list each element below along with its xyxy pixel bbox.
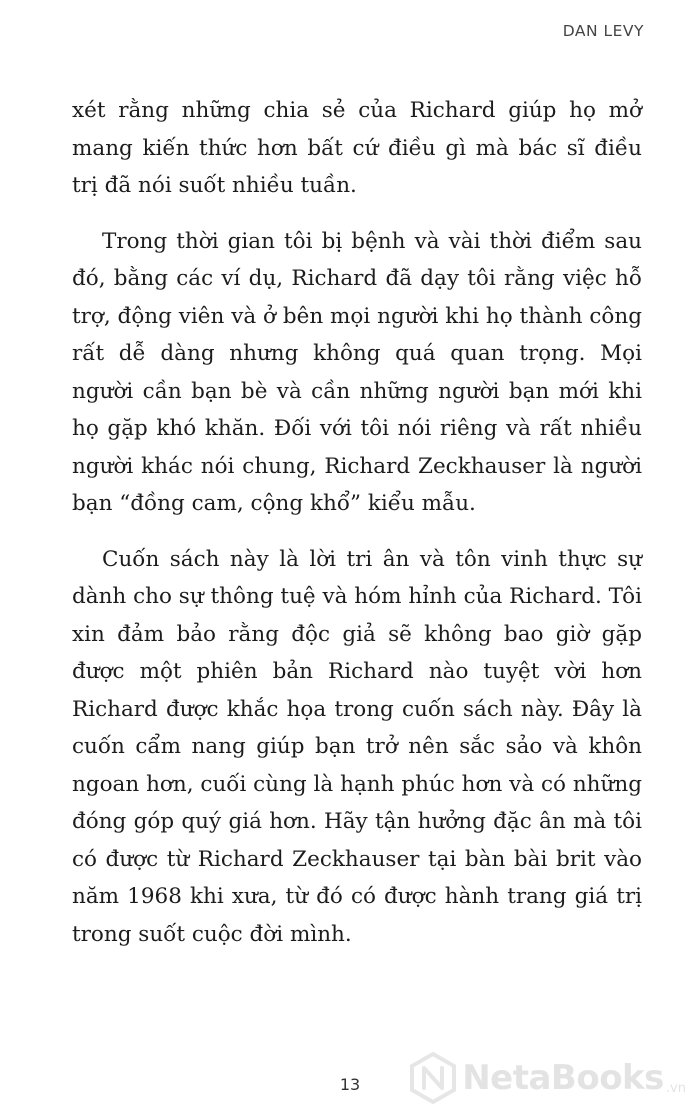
book-page-body (72, 92, 642, 971)
watermark-text: NetaBooks (462, 1058, 664, 1098)
paragraph-continued: xét rằng những chia sẻ của Richard giúp họ mở mang kiến thức hơn bất cứ điều gì mà bác sĩ điều trị đã nói suốt nhiều tuần. (72, 98, 642, 198)
watermark-suffix: .vn (665, 1081, 686, 1096)
netabooks-logo-icon (410, 1052, 456, 1104)
page-number: 13 (339, 1075, 361, 1094)
running-header-author: DAN LEVY (562, 22, 644, 40)
paragraph: Cuốn sách này là lời tri ân và tôn vinh thực sự dành cho sự thông tuệ và hóm hỉnh của Richard. Tôi xin đảm bảo rằng độc giả sẽ không bao giờ gặp được một phiên bản Richard nào tuyệt vời hơn Richard được khắc họa trong cuốn sách này. Đây là cuốn cẩm nang giúp bạn trở nên sắc sảo và khôn ngoan hơn, cuối cùng là hạnh phúc hơn và có những đóng góp quý giá hơn. Hãy tận hưởng đặc ân mà tôi có được từ Richard Zeckhauser tại bàn bài brit vào năm 1968 khi xưa, từ đó có được hành trang giá trị trong suốt cuộc đời mình. (72, 546, 642, 947)
paragraph: Trong thời gian tôi bị bệnh và vài thời điểm sau đó, bằng các ví dụ, Richard đã dạy tôi rằng việc hỗ trợ, động viên và ở bên mọi người khi họ thành công rất dễ dàng nhưng không quá quan trọng. Mọi người cần bạn bè và cần những người bạn mới khi họ gặp khó khăn. Đối với tôi nói riêng và rất nhiều người khác nói chung, Richard Zeckhauser là người bạn “đồng cam, cộng khổ” kiểu mẫu. (72, 228, 642, 516)
netabooks-watermark (410, 1052, 686, 1104)
